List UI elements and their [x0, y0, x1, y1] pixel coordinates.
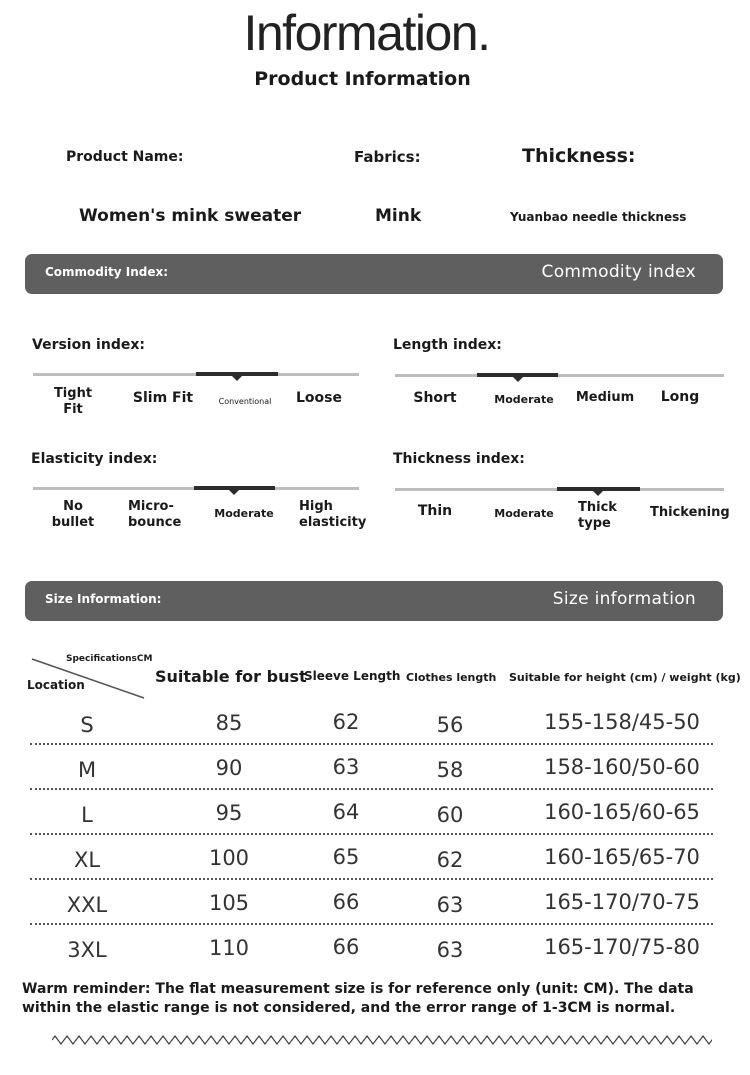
- fabrics-value: Mink: [375, 206, 422, 226]
- fabrics-label: Fabrics:: [354, 148, 421, 166]
- cell-sleeve: 66: [332, 935, 360, 959]
- elasticity-option-moderate: Moderate: [214, 507, 274, 520]
- elasticity-option-no-bullet: No bullet: [51, 499, 95, 530]
- cell-fit: 155-158/45-50: [544, 710, 700, 734]
- elasticity-index-label: Elasticity index:: [31, 451, 158, 467]
- length-index-marker: [513, 377, 523, 382]
- version-index-label: Version index:: [32, 337, 145, 353]
- cell-fit: 160-165/65-70: [544, 845, 700, 869]
- cell-size: S: [80, 713, 94, 737]
- product-name-label: Product Name:: [66, 149, 184, 165]
- table-row: [0, 743, 750, 788]
- header-bust: Suitable for bust: [155, 667, 307, 686]
- size-information-banner-label: Size Information:: [45, 592, 162, 606]
- thickness-value: Yuanbao needle thickness: [510, 210, 687, 224]
- version-option-slim-fit: Slim Fit: [132, 390, 194, 406]
- cell-length: 62: [436, 848, 464, 872]
- cell-bust: 85: [215, 711, 243, 735]
- wavy-divider: [52, 1034, 712, 1046]
- elasticity-index-marker: [229, 490, 239, 495]
- page-title: Information.: [243, 5, 490, 61]
- cell-size: M: [77, 758, 97, 782]
- cell-sleeve: 62: [332, 710, 360, 734]
- size-information-banner: [25, 581, 723, 621]
- table-row: [0, 923, 750, 968]
- length-option-short: Short: [413, 390, 457, 406]
- thickness-option-moderate: Moderate: [494, 507, 554, 520]
- length-index-label: Length index:: [393, 337, 502, 353]
- elasticity-option-micro-bounce: Micro- bounce: [128, 499, 182, 530]
- table-corner-specifications: SpecificationsCM: [66, 654, 153, 664]
- version-option-tight-fit: Tight Fit: [53, 386, 93, 417]
- cell-fit: 160-165/60-65: [544, 800, 700, 824]
- cell-length: 58: [436, 758, 464, 782]
- thickness-index-marker: [593, 491, 603, 496]
- cell-fit: 165-170/75-80: [544, 935, 700, 959]
- cell-bust: 100: [208, 846, 250, 870]
- header-height-weight: Suitable for height (cm) / weight (kg): [509, 671, 741, 684]
- cell-bust: 110: [208, 936, 250, 960]
- length-index-scale: [395, 374, 724, 377]
- commodity-index-banner-label: Commodity Index:: [45, 265, 169, 279]
- warm-reminder-note: Warm reminder: The flat measurement size is for reference only (unit: CM). The data within the elastic range is not considered, and the error range of 1-3CM is normal.: [22, 981, 694, 1016]
- header-sleeve-length: Sleeve Length: [304, 669, 401, 683]
- cell-fit: 158-160/50-60: [544, 755, 700, 779]
- cell-sleeve: 63: [332, 755, 360, 779]
- cell-size: L: [81, 803, 93, 827]
- table-row: [0, 833, 750, 878]
- cell-bust: 95: [215, 801, 243, 825]
- length-option-long: Long: [660, 389, 700, 405]
- table-row: [0, 788, 750, 833]
- cell-length: 63: [436, 938, 464, 962]
- thickness-option-thick-type: Thick type: [578, 500, 617, 531]
- size-information-banner-title: Size information: [552, 589, 696, 609]
- table-row: [0, 698, 750, 743]
- cell-sleeve: 64: [332, 800, 360, 824]
- cell-fit: 165-170/70-75: [544, 890, 700, 914]
- commodity-index-banner: [25, 254, 723, 294]
- thickness-option-thickening: Thickening: [650, 505, 730, 520]
- thickness-option-thin: Thin: [417, 503, 453, 519]
- thickness-label: Thickness:: [522, 145, 636, 167]
- version-option-loose: Loose: [296, 390, 342, 406]
- cell-length: 60: [436, 803, 464, 827]
- cell-size: 3XL: [67, 938, 107, 962]
- header-clothes-length: Clothes length: [406, 671, 497, 684]
- version-index-marker: [232, 376, 242, 381]
- cell-length: 56: [436, 713, 464, 737]
- cell-size: XL: [73, 848, 101, 872]
- length-option-moderate: Moderate: [494, 393, 554, 406]
- thickness-index-label: Thickness index:: [393, 451, 525, 467]
- table-row: [0, 878, 750, 923]
- cell-length: 63: [436, 893, 464, 917]
- cell-bust: 90: [215, 756, 243, 780]
- version-option-conventional: Conventional: [218, 397, 272, 406]
- length-option-medium: Medium: [575, 390, 635, 405]
- elasticity-option-high-elasticity: High elasticity: [299, 499, 367, 530]
- commodity-index-banner-title: Commodity index: [541, 262, 696, 282]
- page-subtitle: Product Information: [254, 68, 471, 90]
- cell-bust: 105: [208, 891, 250, 915]
- cell-sleeve: 65: [332, 845, 360, 869]
- table-corner-location: Location: [27, 678, 85, 692]
- product-name-value: Women's mink sweater: [79, 206, 302, 226]
- cell-sleeve: 66: [332, 890, 360, 914]
- cell-size: XXL: [66, 893, 108, 917]
